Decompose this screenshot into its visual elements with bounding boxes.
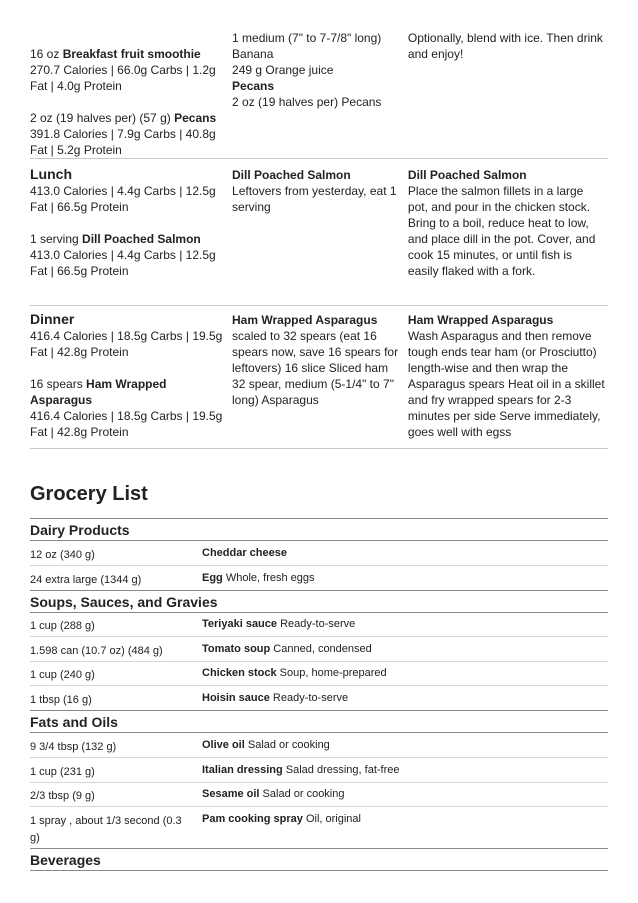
item-stats: 413.0 Calories | 4.4g Carbs | 12.5g Fat | 66.5g Protein (30, 248, 216, 278)
recipe-name: Dill Poached Salmon (232, 168, 351, 182)
grocery-name: Cheddar cheese (202, 547, 287, 559)
breakfast-directions (404, 0, 608, 159)
ingredient: 249 g Orange juice (232, 63, 334, 77)
recipe-name: Ham Wrapped Asparagus (232, 313, 378, 327)
item-name: Pecans (174, 111, 217, 125)
grocery-qty: 1 cup (240 g) (30, 669, 95, 681)
directions-title: Ham Wrapped Asparagus (407, 313, 554, 327)
lunch-ingredients (228, 159, 404, 306)
divider (30, 685, 608, 686)
directions-title: Dill Poached Salmon (407, 168, 527, 182)
category-fats: Fats and Oils (30, 714, 118, 730)
ingredient: Leftovers from yesterday, eat 1 serving (232, 184, 397, 214)
grocery-qty: 1 cup (231 g) (30, 766, 95, 778)
category-beverages: Beverages (30, 852, 101, 868)
item-qty: 2 oz (19 halves per) (57 g) (30, 111, 171, 125)
directions: Optionally, blend with ice. Then drink and enjoy! (407, 31, 603, 61)
divider (30, 757, 608, 758)
grocery-name: Chicken stock (202, 667, 277, 679)
grocery-name: Italian dressing (202, 764, 283, 776)
item-stats: 270.7 Calories | 66.0g Carbs | 1.2g Fat | 4.0g Protein (30, 63, 216, 93)
ingredient: 32 spear, medium (5-1/4" to 7" long) Asparagus (232, 377, 394, 407)
dinner-ingredients (228, 306, 404, 449)
divider (30, 661, 608, 662)
item-name: Dill Poached Salmon (82, 232, 201, 246)
meal-stats: 416.4 Calories | 18.5g Carbs | 19.5g Fat | 42.8g Protein (30, 329, 223, 359)
dinner-items (30, 306, 228, 449)
divider (30, 612, 608, 613)
grocery-name: Hoisin sauce (202, 692, 270, 704)
grocery-name: Tomato soup (202, 643, 271, 655)
item-qty: 1 serving (30, 232, 79, 246)
grocery-name: Sesame oil (202, 788, 260, 800)
grocery-desc: Ready-to-serve (280, 618, 356, 630)
divider (30, 710, 608, 711)
grocery-qty: 1 spray , about 1/3 second (0.3 g) (30, 815, 182, 844)
divider (30, 806, 608, 807)
divider (30, 565, 608, 566)
divider (30, 732, 608, 733)
ingredient: 2 oz (19 halves per) Pecans (232, 95, 382, 109)
item-qty: 16 oz (30, 47, 60, 61)
category-dairy: Dairy Products (30, 522, 130, 538)
directions: Place the salmon fillets in a large pot, and pour in the chicken stock. Bring to a boil, reduce heat to low, and place dill in the pot. Cover, and cook 15 minutes, or until fish is easily flaked with a fork. (407, 184, 596, 278)
divider (30, 540, 608, 541)
meal-title: Dinner (30, 311, 75, 327)
category-soups: Soups, Sauces, and Gravies (30, 594, 218, 610)
grocery-qty: 1 tbsp (16 g) (30, 694, 92, 706)
ingredient: scaled to 32 spears (eat 16 spears now, save 16 spears for leftovers) 16 slice Sliced ham (232, 329, 399, 375)
grocery-qty: 24 extra large (1344 g) (30, 574, 142, 586)
item-name: Breakfast fruit smoothie (62, 47, 201, 61)
divider (30, 590, 608, 591)
item-qty: 16 spears (30, 377, 83, 391)
breakfast-items (30, 0, 228, 159)
lunch-row (30, 159, 608, 306)
grocery-qty: 1 cup (288 g) (30, 620, 95, 632)
grocery-qty: 12 oz (340 g) (30, 549, 95, 561)
divider (30, 636, 608, 637)
divider (30, 518, 608, 519)
divider (30, 782, 608, 783)
grocery-desc: Soup, home-prepared (279, 667, 387, 679)
grocery-desc: Oil, original (305, 813, 361, 825)
grocery-name: Teriyaki sauce (202, 618, 278, 630)
dinner-directions (404, 306, 608, 449)
meal-stats: 413.0 Calories | 4.4g Carbs | 12.5g Fat | 66.5g Protein (30, 184, 216, 214)
meal-title: Lunch (30, 166, 72, 182)
grocery-name: Egg (202, 572, 223, 584)
grocery-qty: 9 3/4 tbsp (132 g) (30, 741, 117, 753)
dinner-row (30, 306, 608, 449)
lunch-items (30, 159, 228, 306)
grocery-name: Pam cooking spray (202, 813, 303, 825)
meal-table (30, 0, 608, 449)
breakfast-ingredients (228, 0, 404, 159)
grocery-desc: Ready-to-serve (272, 692, 349, 704)
item-stats: 391.8 Calories | 7.9g Carbs | 40.8g Fat | 5.2g Protein (30, 127, 216, 157)
meal-plan (30, 0, 608, 449)
recipe-name: Pecans (232, 79, 275, 93)
grocery-desc: Salad or cooking (262, 788, 345, 800)
grocery-name: Olive oil (202, 739, 245, 751)
divider (30, 870, 608, 871)
grocery-desc: Salad or cooking (247, 739, 330, 751)
grocery-desc: Whole, fresh eggs (225, 572, 315, 584)
grocery-desc: Canned, condensed (273, 643, 372, 655)
lunch-directions (404, 159, 608, 306)
breakfast-row (30, 0, 608, 159)
grocery-qty: 2/3 tbsp (9 g) (30, 790, 95, 802)
ingredient: 1 medium (7" to 7-7/8" long) Banana (232, 31, 382, 61)
divider (30, 848, 608, 849)
item-stats: 416.4 Calories | 18.5g Carbs | 19.5g Fat | 42.8g Protein (30, 409, 223, 439)
item-name: Ham Wrapped Asparagus (30, 377, 167, 407)
grocery-qty: 1.598 can (10.7 oz) (484 g) (30, 645, 163, 657)
directions: Wash Asparagus and then remove tough ends tear ham (or Prosciutto) length-wise and then wrap the Asparagus spears Heat oil in a skillet and fry wrapped spears for 2-3 minutes per side Serve immediately, goes well with egss (407, 329, 605, 439)
grocery-desc: Salad dressing, fat-free (285, 764, 400, 776)
grocery-list-title: Grocery List (30, 483, 148, 505)
